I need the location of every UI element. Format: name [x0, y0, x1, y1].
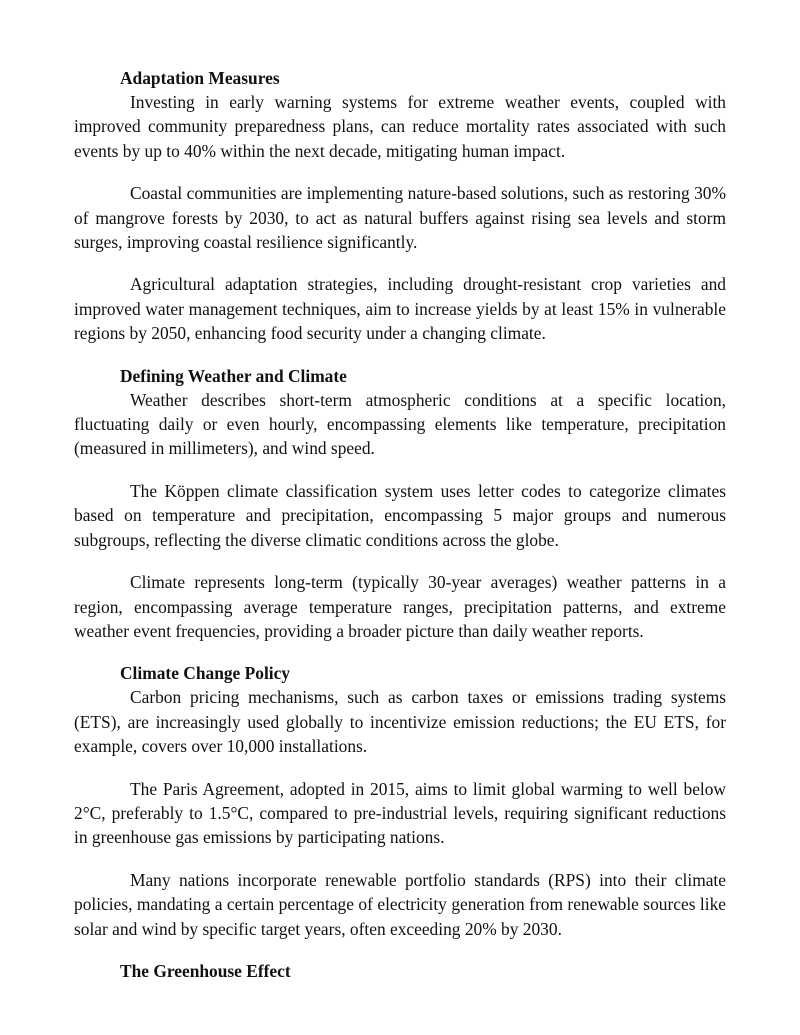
- paragraph: Carbon pricing mechanisms, such as carbon taxes or emissions trading systems (ETS), are increasingly used globally to incentivize emission reductions; the EU ETS, for example, covers over 10,000 installations.: [74, 687, 726, 757]
- paragraph: The Paris Agreement, adopted in 2015, aims to limit global warming to well below 2°C, preferably to 1.5°C, compared to pre-industrial levels, requiring significant reductions in greenhouse gas emissions by participating nations.: [74, 778, 726, 848]
- section-greenhouse-effect: [74, 959, 726, 983]
- section-heading: Climate Change Policy: [120, 663, 291, 684]
- paragraph: Coastal communities are implementing nature-based solutions, such as restoring 30% of mangrove forests by 2030, to act as natural buffers against rising sea levels and storm surges, improving coastal resilience significantly.: [74, 183, 726, 253]
- paragraph: Many nations incorporate renewable portfolio standards (RPS) into their climate policies, mandating a certain percentage of electricity generation from renewable sources like solar and wind by specific target years, often exceeding 20% by 2030.: [74, 869, 726, 939]
- section-climate-change-policy: [74, 661, 726, 941]
- paragraph: The Köppen climate classification system uses letter codes to categorize climates based on temperature and precipitation, encompassing 5 major groups and numerous subgroups, reflecting the diverse climatic conditions across the globe.: [74, 480, 726, 550]
- section-defining-weather-and-climate: [74, 364, 726, 644]
- paragraph: Climate represents long-term (typically 30-year averages) weather patterns in a region, encompassing average temperature ranges, precipitation patterns, and extreme weather event frequencies, providing a broader picture than daily weather reports.: [74, 572, 726, 641]
- paragraph: Agricultural adaptation strategies, including drought-resistant crop varieties and improved water management techniques, aim to increase yields by at least 15% in vulnerable regions by 2050, enhancing food security under a changing climate.: [74, 274, 726, 344]
- section-heading: Defining Weather and Climate: [120, 365, 347, 386]
- section-heading: Adaptation Measures: [120, 68, 280, 88]
- section-heading: The Greenhouse Effect: [120, 960, 291, 981]
- paragraph: Weather describes short-term atmospheric conditions at a specific location, fluctuating daily or even hourly, encompassing elements like temperature, precipitation (measured in millimeters), and wind speed.: [74, 389, 726, 459]
- paragraph: Investing in early warning systems for extreme weather events, coupled with improved community preparedness plans, can reduce mortality rates associated with such events by up to 40% within the next decade, mitigating human impact.: [74, 92, 726, 161]
- section-adaptation-measures: [74, 66, 726, 346]
